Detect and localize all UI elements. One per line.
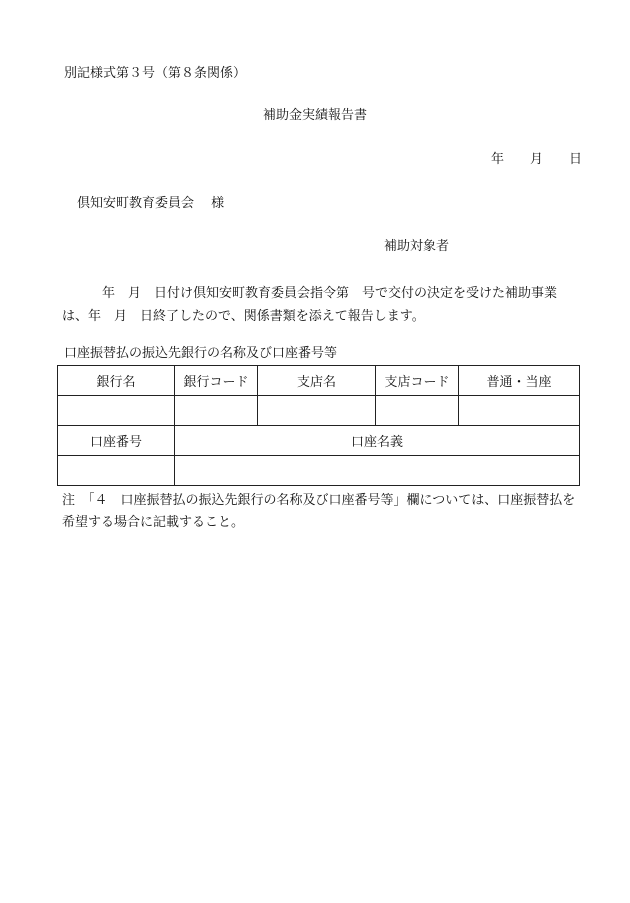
bank-name-cell[interactable]: [58, 396, 175, 426]
table-header-row: [58, 366, 580, 396]
header-bank-name: 銀行名: [58, 366, 175, 396]
branch-name-cell[interactable]: [258, 396, 376, 426]
body-text: 年 月 日付け倶知安町教育委員会指令第 号で交付の決定を受けた補助事業は、年 月 日終了したので、関係書類を添えて報告します。: [62, 286, 558, 324]
table-row: [58, 456, 580, 486]
header-branch-code: 支店コード: [376, 366, 459, 396]
bank-code-cell[interactable]: [175, 396, 258, 426]
date-line: 年 月 日: [490, 152, 582, 167]
header-account-number: 口座番号: [58, 426, 175, 456]
branch-code-cell[interactable]: [376, 396, 459, 426]
form-number: 別記様式第３号（第８条関係）: [64, 66, 247, 81]
account-holder-cell[interactable]: [175, 456, 580, 486]
body-paragraph: [62, 282, 582, 328]
account-number-cell[interactable]: [58, 456, 175, 486]
recipient-label: 補助対象者: [384, 239, 450, 254]
header-account-type: 普通・当座: [459, 366, 580, 396]
section-heading: 口座振替払の振込先銀行の名称及び口座番号等: [64, 346, 338, 361]
bank-account-table: [57, 365, 580, 486]
note: 注 「４ 口座振替払の振込先銀行の名称及び口座番号等」欄については、口座振替払を希望する場合に記載すること。: [62, 493, 576, 530]
table-header-row: [58, 426, 580, 456]
header-account-holder: 口座名義: [175, 426, 580, 456]
header-bank-code: 銀行コード: [175, 366, 258, 396]
document-title: 補助金実績報告書: [262, 108, 367, 123]
account-type-cell[interactable]: [459, 396, 580, 426]
table-row: [58, 396, 580, 426]
addressee: 倶知安町教育委員会 様: [77, 196, 225, 211]
header-branch-name: 支店名: [258, 366, 376, 396]
